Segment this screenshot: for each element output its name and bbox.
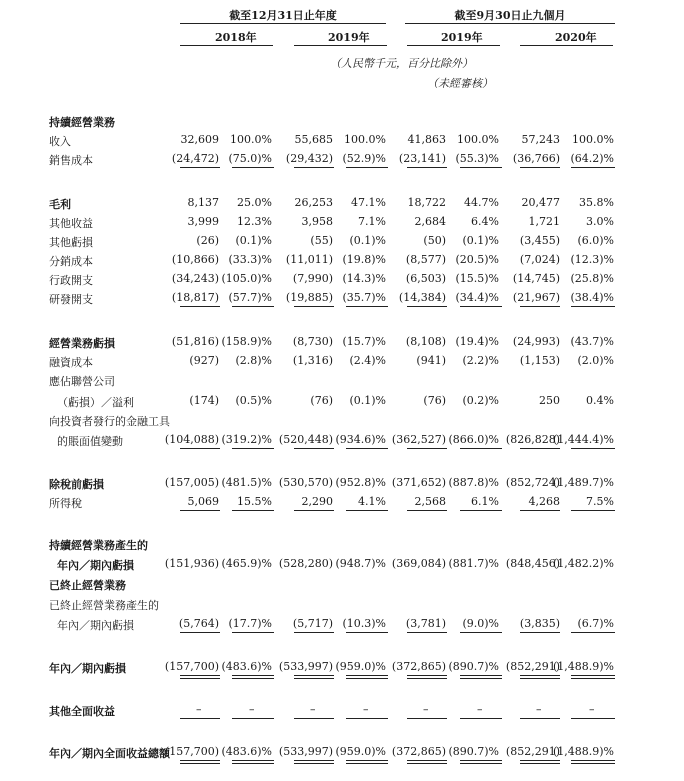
underline: [346, 306, 388, 307]
underline: [407, 718, 447, 719]
underline: [232, 510, 274, 511]
cell-value: (75.0)%: [228, 152, 272, 165]
cell-value: (11,011): [285, 253, 333, 266]
double-underline: [460, 675, 502, 679]
cell-value: 35.8%: [579, 196, 614, 209]
cell-value: (481.5)%: [221, 476, 272, 489]
cell-value: 100.0%: [344, 133, 386, 146]
underline: [180, 510, 220, 511]
cell-value: (24,472): [171, 152, 219, 165]
cell-value: –: [477, 703, 483, 716]
cell-value: (3,455): [519, 234, 560, 247]
cell-value: 44.7%: [464, 196, 499, 209]
cell-value: (3,835): [519, 617, 560, 630]
double-underline: [346, 675, 388, 679]
double-underline: [232, 760, 274, 764]
underline: [520, 448, 560, 449]
underline: [571, 448, 615, 449]
row-label: 年內／期內全面收益總額: [49, 747, 170, 760]
cell-value: (51,816): [171, 335, 219, 348]
underline: [571, 167, 615, 168]
cell-value: (2.4)%: [349, 354, 386, 367]
row-label: 其他虧損: [49, 236, 93, 249]
cell-value: (15.7)%: [342, 335, 386, 348]
cell-value: –: [249, 703, 255, 716]
cell-value: 250: [539, 394, 560, 407]
cell-value: (934.6)%: [335, 433, 386, 446]
cell-value: (372,865): [391, 660, 446, 673]
cell-value: (8,108): [405, 335, 446, 348]
cell-value: (15.5)%: [455, 272, 499, 285]
cell-value: (104,088): [164, 433, 219, 446]
underline: [460, 448, 502, 449]
cell-value: (52.9)%: [342, 152, 386, 165]
cell-value: (19.8)%: [342, 253, 386, 266]
cell-value: (948.7)%: [335, 557, 386, 570]
underline: [180, 306, 220, 307]
underline: [571, 718, 615, 719]
cell-value: (866.0)%: [448, 433, 499, 446]
cell-value: (8,577): [405, 253, 446, 266]
cell-value: 0.4%: [586, 394, 614, 407]
underline: [346, 167, 388, 168]
cell-value: 15.5%: [237, 495, 272, 508]
underline: [407, 167, 447, 168]
underline: [520, 167, 560, 168]
cell-value: (25.8)%: [570, 272, 614, 285]
cell-value: 20,477: [521, 196, 560, 209]
year-header-2018: 2018年: [215, 31, 257, 44]
cell-value: (6.7)%: [577, 617, 614, 630]
cell-value: (1,444.4)%: [552, 433, 614, 446]
cell-value: (881.7)%: [448, 557, 499, 570]
cell-value: 41,863: [407, 133, 446, 146]
underline: [294, 718, 334, 719]
row-label: 經營業務虧損: [49, 337, 115, 350]
underline: [180, 448, 220, 449]
year-rule-1: [180, 45, 273, 46]
underline: [520, 306, 560, 307]
cell-value: (17.7)%: [228, 617, 272, 630]
cell-value: (105.0)%: [221, 272, 272, 285]
cell-value: 18,722: [407, 196, 446, 209]
cell-value: (826,828): [505, 433, 560, 446]
cell-value: (35.7)%: [342, 291, 386, 304]
cell-value: (57.7)%: [228, 291, 272, 304]
cell-value: (371,652): [391, 476, 446, 489]
cell-value: –: [589, 703, 595, 716]
group-header-9m: 截至9月30日止九個月: [454, 9, 566, 22]
cell-value: 7.1%: [358, 215, 386, 228]
cell-value: (8,730): [292, 335, 333, 348]
underline: [294, 448, 334, 449]
cell-value: (14.3)%: [342, 272, 386, 285]
year-rule-4: [520, 45, 613, 46]
cell-value: (158.9)%: [221, 335, 272, 348]
row-label: 行政開支: [49, 274, 93, 287]
year-header-2019-9m: 2019年: [441, 31, 483, 44]
cell-value: –: [310, 703, 316, 716]
underline: [346, 632, 388, 633]
cell-value: 3,958: [301, 215, 333, 228]
cell-value: (26): [196, 234, 219, 247]
underline: [571, 510, 615, 511]
cell-value: (2.8)%: [235, 354, 272, 367]
underline: [180, 632, 220, 633]
underline: [460, 306, 502, 307]
cell-value: (7,024): [519, 253, 560, 266]
cell-value: 57,243: [521, 133, 560, 146]
underline: [232, 306, 274, 307]
group-header-fy: 截至12月31日止年度: [229, 9, 337, 22]
cell-value: (43.7)%: [570, 335, 614, 348]
cell-value: (319.2)%: [221, 433, 272, 446]
cell-value: (372,865): [391, 745, 446, 758]
cell-value: (157,005): [164, 476, 219, 489]
cell-value: (520,448): [278, 433, 333, 446]
cell-value: –: [423, 703, 429, 716]
cell-value: 3.0%: [586, 215, 614, 228]
row-label: 其他收益: [49, 217, 93, 230]
underline: [232, 448, 274, 449]
cell-value: –: [536, 703, 542, 716]
underline: [294, 167, 334, 168]
underline: [520, 632, 560, 633]
cell-value: 100.0%: [457, 133, 499, 146]
row-label: 的賬面值變動: [57, 435, 123, 448]
row-label: （虧損）／溢利: [57, 396, 134, 409]
cell-value: (5,717): [292, 617, 333, 630]
cell-value: (483.6)%: [221, 660, 272, 673]
unit-note: （人民幣千元，百分比除外）: [330, 57, 473, 70]
underline: [407, 632, 447, 633]
underline: [571, 306, 615, 307]
cell-value: (7,990): [292, 272, 333, 285]
cell-value: (12.3)%: [570, 253, 614, 266]
double-underline: [520, 760, 560, 764]
cell-value: (927): [189, 354, 219, 367]
cell-value: 25.0%: [237, 196, 272, 209]
row-label: 融資成本: [49, 356, 93, 369]
cell-value: (34,243): [171, 272, 219, 285]
cell-value: (5,764): [178, 617, 219, 630]
cell-value: 8,137: [187, 196, 219, 209]
underline: [407, 510, 447, 511]
underline: [180, 718, 220, 719]
cell-value: (10,866): [171, 253, 219, 266]
cell-value: (19.4)%: [455, 335, 499, 348]
cell-value: (50): [423, 234, 446, 247]
cell-value: (852,291): [505, 660, 560, 673]
row-label: 其他全面收益: [49, 705, 115, 718]
underline: [407, 448, 447, 449]
cell-value: 3,999: [187, 215, 219, 228]
cell-value: (36,766): [512, 152, 560, 165]
row-label: 年內／期內虧損: [57, 559, 134, 572]
cell-value: (9.0)%: [462, 617, 499, 630]
cell-value: 6.1%: [471, 495, 499, 508]
underline: [407, 306, 447, 307]
underline: [346, 448, 388, 449]
underline: [180, 167, 220, 168]
cell-value: (38.4)%: [570, 291, 614, 304]
cell-value: (6,503): [405, 272, 446, 285]
cell-value: 100.0%: [572, 133, 614, 146]
cell-value: (18,817): [171, 291, 219, 304]
cell-value: (852,291): [505, 745, 560, 758]
year-header-2019: 2019年: [328, 31, 370, 44]
cell-value: (151,936): [164, 557, 219, 570]
cell-value: (33.3)%: [228, 253, 272, 266]
cell-value: (465.9)%: [221, 557, 272, 570]
underline: [460, 632, 502, 633]
underline: [232, 167, 274, 168]
cell-value: (941): [416, 354, 446, 367]
cell-value: (483.6)%: [221, 745, 272, 758]
cell-value: (14,384): [398, 291, 446, 304]
underline: [571, 632, 615, 633]
cell-value: 26,253: [294, 196, 333, 209]
cell-value: (174): [189, 394, 219, 407]
double-underline: [180, 675, 220, 679]
underline: [346, 510, 388, 511]
cell-value: (0.2)%: [462, 394, 499, 407]
double-underline: [407, 675, 447, 679]
cell-value: 2,290: [301, 495, 333, 508]
year-rule-3: [407, 45, 500, 46]
underline: [520, 718, 560, 719]
underline: [294, 306, 334, 307]
row-label: 向投資者發行的金融工具: [49, 415, 170, 428]
year-header-2020-9m: 2020年: [555, 31, 597, 44]
cell-value: 7.5%: [586, 495, 614, 508]
year-rule-2: [294, 45, 387, 46]
row-label: 已終止經營業務產生的: [49, 599, 159, 612]
cell-value: 32,609: [180, 133, 219, 146]
row-label: 所得稅: [49, 497, 82, 510]
double-underline: [407, 760, 447, 764]
double-underline: [520, 675, 560, 679]
underline: [520, 510, 560, 511]
cell-value: (10.3)%: [342, 617, 386, 630]
cell-value: (530,570): [278, 476, 333, 489]
cell-value: (64.2)%: [570, 152, 614, 165]
double-underline: [232, 675, 274, 679]
row-label: 年內／期內虧損: [49, 662, 126, 675]
row-label: 毛利: [49, 198, 71, 211]
cell-value: (24,993): [512, 335, 560, 348]
cell-value: (1,489.7)%: [552, 476, 614, 489]
double-underline: [180, 760, 220, 764]
row-label: 持續經營業務: [49, 116, 115, 129]
cell-value: (34.4)%: [455, 291, 499, 304]
cell-value: (3,781): [405, 617, 446, 630]
cell-value: (362,527): [391, 433, 446, 446]
cell-value: (848,456): [505, 557, 560, 570]
row-label: 收入: [49, 135, 71, 148]
cell-value: (0.1)%: [462, 234, 499, 247]
double-underline: [571, 760, 615, 764]
row-label: 除稅前虧損: [49, 478, 104, 491]
cell-value: 4.1%: [358, 495, 386, 508]
unaudited-note: （未經審核）: [427, 77, 493, 90]
group-header-fy-rule: [180, 23, 386, 24]
cell-value: (23,141): [398, 152, 446, 165]
cell-value: (533,997): [278, 660, 333, 673]
cell-value: (952.8)%: [335, 476, 386, 489]
underline: [232, 632, 274, 633]
cell-value: (55.3)%: [455, 152, 499, 165]
underline: [460, 718, 502, 719]
cell-value: (20.5)%: [455, 253, 499, 266]
cell-value: 5,069: [187, 495, 219, 508]
cell-value: 100.0%: [230, 133, 272, 146]
group-header-9m-rule: [405, 23, 615, 24]
cell-value: (959.0)%: [335, 660, 386, 673]
cell-value: (76): [423, 394, 446, 407]
cell-value: (852,724): [505, 476, 560, 489]
cell-value: 12.3%: [237, 215, 272, 228]
double-underline: [294, 675, 334, 679]
cell-value: (14,745): [512, 272, 560, 285]
underline: [460, 167, 502, 168]
cell-value: 55,685: [294, 133, 333, 146]
double-underline: [294, 760, 334, 764]
double-underline: [460, 760, 502, 764]
underline: [294, 510, 334, 511]
cell-value: (29,432): [285, 152, 333, 165]
cell-value: (157,700): [164, 745, 219, 758]
underline: [232, 718, 274, 719]
cell-value: –: [363, 703, 369, 716]
cell-value: 2,684: [414, 215, 446, 228]
cell-value: (890.7)%: [448, 745, 499, 758]
double-underline: [346, 760, 388, 764]
cell-value: (528,280): [278, 557, 333, 570]
cell-value: (0.1)%: [349, 234, 386, 247]
row-label: 研發開支: [49, 293, 93, 306]
cell-value: (1,488.9)%: [552, 745, 614, 758]
row-label: 年內／期內虧損: [57, 619, 134, 632]
row-label: 持續經營業務產生的: [49, 539, 148, 552]
row-label: 已終止經營業務: [49, 579, 126, 592]
cell-value: (890.7)%: [448, 660, 499, 673]
cell-value: (533,997): [278, 745, 333, 758]
cell-value: (1,153): [519, 354, 560, 367]
row-label: 分銷成本: [49, 255, 93, 268]
cell-value: (1,316): [292, 354, 333, 367]
underline: [346, 718, 388, 719]
cell-value: (55): [310, 234, 333, 247]
cell-value: (2.2)%: [462, 354, 499, 367]
cell-value: (1,482.2)%: [552, 557, 614, 570]
row-label: 應佔聯營公司: [49, 375, 115, 388]
cell-value: (959.0)%: [335, 745, 386, 758]
cell-value: (21,967): [512, 291, 560, 304]
cell-value: 2,568: [414, 495, 446, 508]
cell-value: (0.1)%: [349, 394, 386, 407]
cell-value: (369,084): [391, 557, 446, 570]
underline: [460, 510, 502, 511]
cell-value: –: [196, 703, 202, 716]
row-label: 銷售成本: [49, 154, 93, 167]
cell-value: (157,700): [164, 660, 219, 673]
cell-value: (1,488.9)%: [552, 660, 614, 673]
cell-value: (76): [310, 394, 333, 407]
cell-value: (887.8)%: [448, 476, 499, 489]
double-underline: [571, 675, 615, 679]
cell-value: 47.1%: [351, 196, 386, 209]
cell-value: 1,721: [528, 215, 560, 228]
cell-value: (0.1)%: [235, 234, 272, 247]
cell-value: 6.4%: [471, 215, 499, 228]
cell-value: (6.0)%: [577, 234, 614, 247]
cell-value: (0.5)%: [235, 394, 272, 407]
cell-value: (2.0)%: [577, 354, 614, 367]
underline: [294, 632, 334, 633]
cell-value: 4,268: [528, 495, 560, 508]
cell-value: (19,885): [285, 291, 333, 304]
